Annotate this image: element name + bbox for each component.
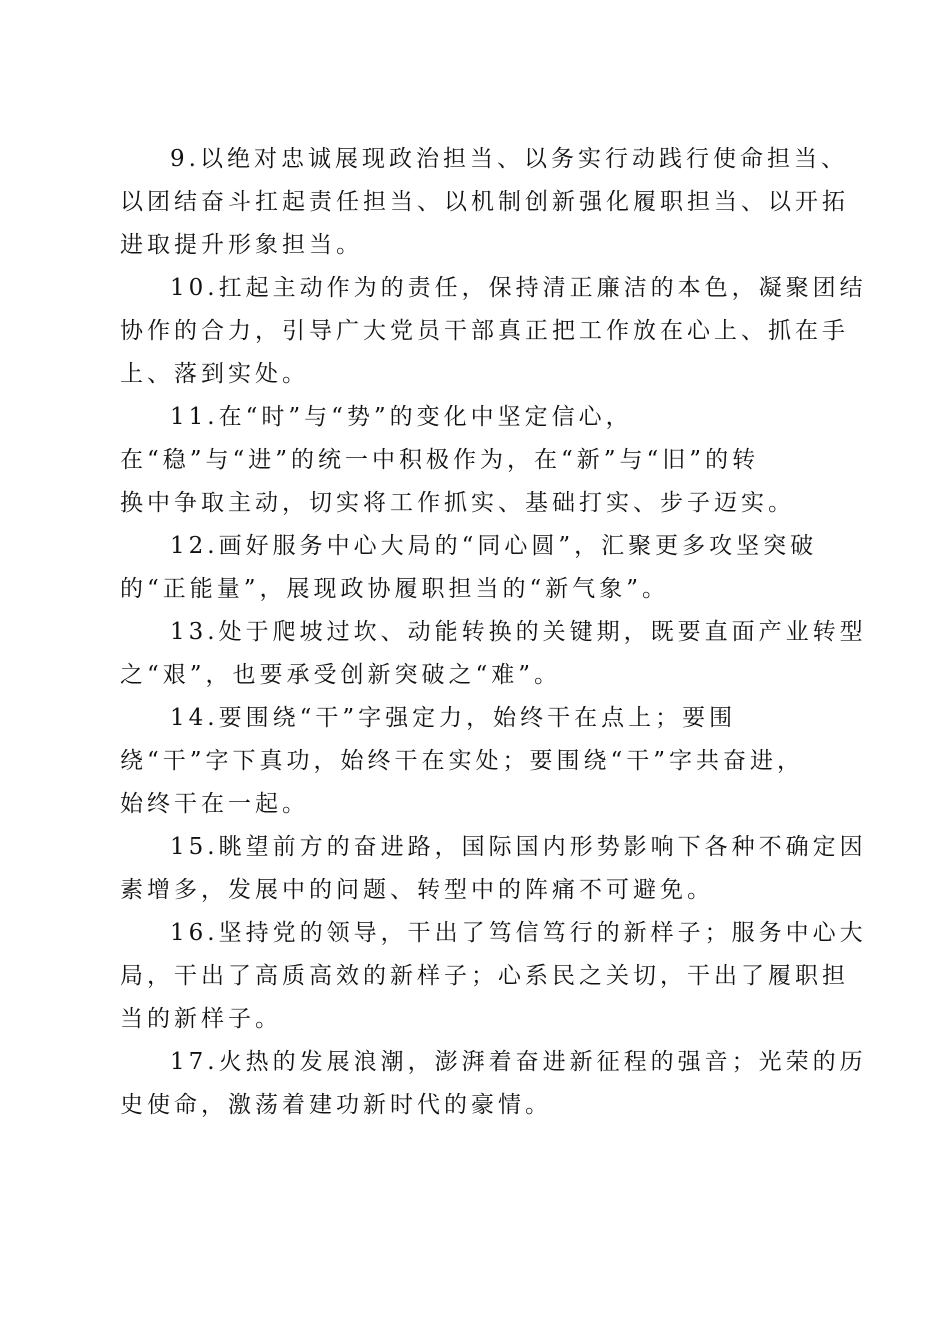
paragraph-line: 素增多，发展中的问题、转型中的阵痛不可避免。 [120, 877, 714, 903]
paragraph-line: 局，干出了高质高效的新样子；心系民之关切，干出了履职担 [120, 963, 849, 989]
paragraph-line: 的“正能量”，展现政协履职担当的“新气象”。 [120, 576, 670, 602]
paragraph-line: 进取提升形象担当。 [120, 232, 363, 258]
paragraph-line: 协作的合力，引导广大党员干部真正把工作放在心上、抓在手 [120, 318, 849, 344]
paragraph-line: 绕“干”字下真功，始终干在实处；要围绕“干”字共奋进， [120, 748, 805, 774]
paragraph-line: 以团结奋斗扛起责任担当、以机制创新强化履职担当、以开拓 [120, 189, 849, 215]
paragraph-item-15 [120, 826, 867, 912]
paragraph-item-14 [120, 697, 820, 826]
document-body [120, 138, 867, 1127]
paragraph-item-12 [120, 525, 820, 611]
paragraph-item-17 [120, 1041, 867, 1127]
paragraph-line: 上、落到实处。 [120, 361, 309, 387]
paragraph-line: 9.以绝对忠诚展现政治担当、以务实行动践行使命担当、 [170, 146, 848, 172]
paragraph-item-11 [120, 396, 820, 525]
paragraph-line: 13.处于爬坡过坎、动能转换的关键期，既要直面产业转型 [170, 619, 867, 645]
paragraph-line: 12.画好服务中心大局的“同心圆”，汇聚更多攻坚突破 [170, 533, 818, 559]
paragraph-item-13 [120, 611, 867, 697]
paragraph-item-16 [120, 912, 867, 1041]
paragraph-line: 11.在“时”与“势”的变化中坚定信心， [170, 404, 633, 430]
paragraph-line: 14.要围绕“干”字强定力，始终干在点上；要围 [170, 705, 737, 731]
paragraph-item-10 [120, 267, 867, 396]
paragraph-line: 始终干在一起。 [120, 791, 309, 817]
paragraph-line: 16.坚持党的领导，干出了笃信笃行的新样子；服务中心大 [170, 920, 867, 946]
paragraph-line: 换中争取主动，切实将工作抓实、基础打实、步子迈实。 [120, 490, 795, 516]
paragraph-item-9 [120, 138, 849, 267]
paragraph-line: 17.火热的发展浪潮，澎湃着奋进新征程的强音；光荣的历 [170, 1049, 867, 1075]
paragraph-line: 史使命，激荡着建功新时代的豪情。 [120, 1092, 552, 1118]
paragraph-line: 10.扛起主动作为的责任，保持清正廉洁的本色，凝聚团结 [170, 275, 867, 301]
paragraph-line: 15.眺望前方的奋进路，国际国内形势影响下各种不确定因 [170, 834, 867, 860]
paragraph-line: 当的新样子。 [120, 1006, 282, 1032]
paragraph-line: 之“艰”，也要承受创新突破之“难”。 [120, 662, 562, 688]
paragraph-line: 在“稳”与“进”的统一中积极作为，在“新”与“旧”的转 [120, 447, 760, 473]
